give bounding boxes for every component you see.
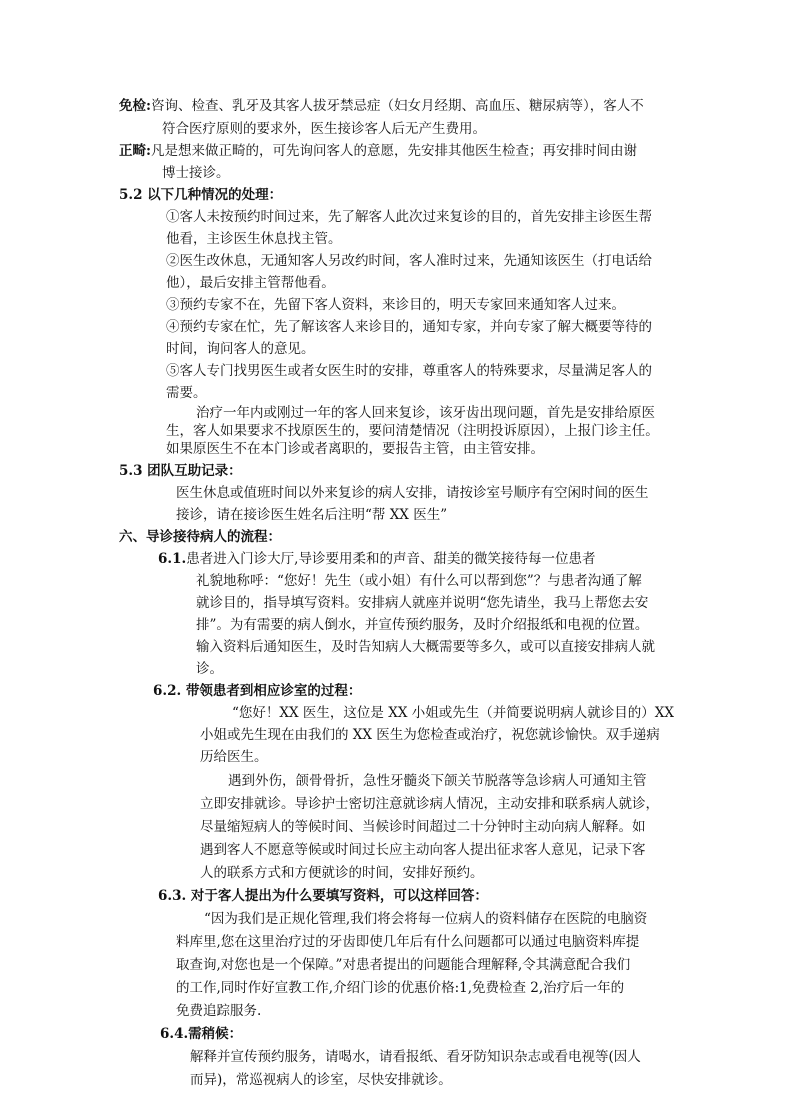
section-6-4-heading: 6.4.需稍候： — [160, 1026, 243, 1042]
mianjian-line-1 — [119, 97, 644, 115]
s64-line: 解释并宣传预约服务，请喝水，请看报纸、看牙防知识杂志或看电视等(因人 — [190, 1049, 641, 1065]
s61-line: 就诊目的，指导填写资料。安排病人就座并说明“您先请坐，我马上帮您去安 — [196, 595, 649, 611]
s52-line: ⑤客人专门找男医生或者女医生时的安排，尊重客人的特殊要求，尽量满足客人的 — [166, 363, 652, 379]
mianjian-text-1: 咨询、检查、乳牙及其客人拔牙禁忌症（妇女月经期、高血压、糖尿病等），客人不 — [150, 98, 644, 114]
s61-number: 6.1. — [158, 551, 187, 567]
zhengqi-text-2: 博士接诊。 — [162, 165, 230, 181]
section-6-heading: 六、导诊接待病人的流程： — [119, 529, 281, 545]
section-5-2-heading: 5.2 以下几种情况的处理： — [119, 187, 283, 203]
section-5-3-heading: 5.3 团队互助记录： — [119, 463, 242, 479]
s61-line: 诊。 — [196, 661, 223, 677]
s63-line: 料库里,您在这里治疗过的牙齿即使几年后有什么问题都可以通过电脑资料库提 — [176, 934, 640, 950]
section-6-2-heading: 6.2. 带领患者到相应诊室的过程： — [153, 683, 362, 699]
s52-line: 他），最后安排主管帮他看。 — [166, 275, 335, 291]
s52-line: ②医生改休息，无通知客人另改约时间，客人准时过来，先通知该医生（打电话给 — [166, 253, 652, 269]
zhengqi-text-1: 凡是想来做正畸的，可先询问客人的意愿，先安排其他医生检查；再安排时间由谢 — [150, 143, 637, 159]
s63-line: “因为我们是正规化管理,我们将会将每一位病人的资料储存在医院的电脑资 — [204, 911, 648, 927]
s52-paragraph-line: 如果原医生不在本门诊或者离职的，要报告主管，由主管安排。 — [166, 441, 544, 457]
s63-line: 免费追踪服务. — [176, 1003, 262, 1019]
s62-line: “您好！XX 医生，这位是 XX 小姐或先生（并简要说明病人就诊目的）XX — [232, 705, 674, 721]
s52-line: ③预约专家不在，先留下客人资料，来诊目的，明天专家回来通知客人过来。 — [166, 297, 625, 313]
s62-line: 遇到客人不愿意等候或时间过长应主动向客人提出征求客人意见，记录下客 — [200, 842, 646, 858]
s52-line: 他看，主诊医生休息找主管。 — [166, 231, 342, 247]
s62-line: 立即安排就诊。导诊护士密切注意就诊病人情况，主动安排和联系病人就诊， — [200, 796, 659, 812]
s62-line: 尽量缩短病人的等候时间、当候诊时间超过二十分钟时主动向病人解释。如 — [200, 819, 646, 835]
s62-line: 人的联系方式和方便就诊的时间，安排好预约。 — [200, 865, 484, 881]
s52-line: 时间，询问客人的意见。 — [166, 341, 315, 357]
s61-line: 礼貌地称呼：“您好！先生（或小姐）有什么可以帮到您”？与患者沟通了解 — [196, 573, 642, 589]
mianjian-text-2: 符合医疗原则的要求外，医生接诊客人后无产生费用。 — [162, 121, 486, 137]
s52-paragraph-line: 治疗一年内或刚过一年的客人回来复诊，该牙齿出现问题，首先是安排给原医 — [196, 405, 655, 421]
s64-line: 而异)，常巡视病人的诊室，尽快安排就诊。 — [190, 1072, 452, 1088]
s63-line: 的工作,同时作好宣教工作,介绍门诊的优惠价格:1,免费检查 2,治疗后一年的 — [176, 980, 625, 996]
s61-line-1 — [158, 550, 595, 568]
s62-line: 小姐或先生现在由我们的 XX 医生为您检查或治疗，祝您就诊愉快。双手递病 — [200, 727, 660, 743]
s53-line: 接诊，请在接诊医生姓名后注明“帮 XX 医生” — [176, 507, 448, 523]
s61-line: 输入资料后通知医生，及时告知病人大概需要等多久，或可以直接安排病人就 — [196, 639, 655, 655]
s52-paragraph-line: 生，客人如果要求不找原医生的，要问清楚情况（注明投诉原因），上报门诊主任。 — [166, 423, 659, 439]
s62-line: 遇到外伤，颌骨骨折，急性牙髓炎下颌关节脱落等急诊病人可通知主管 — [228, 773, 647, 789]
s52-line: 需要。 — [166, 385, 207, 401]
s52-line: ①客人未按预约时间过来，先了解客人此次过来复诊的目的，首先安排主诊医生帮 — [166, 209, 652, 225]
section-6-3-heading: 6.3. 对于客人提出为什么要填写资料，可以这样回答： — [158, 888, 488, 904]
s63-line: 取查询,对您也是一个保障。”对患者提出的问题能合理解释,令其满意配合我们 — [176, 957, 631, 973]
zhengqi-line-1 — [119, 142, 637, 160]
s52-line: ④预约专家在忙，先了解该客人来诊目的，通知专家，并向专家了解大概要等待的 — [166, 319, 652, 335]
s61-line: 排”。为有需要的病人倒水，并宣传预约服务，及时介绍报纸和电视的位置。 — [196, 617, 649, 633]
s61-text: 患者进入门诊大厅,导诊要用柔和的声音、甜美的微笑接待每一位患者 — [186, 551, 596, 567]
s62-line: 历给医生。 — [200, 749, 268, 765]
s53-line: 医生休息或值班时间以外来复诊的病人安排，请按诊室号顺序有空闲时间的医生 — [176, 485, 649, 501]
mianjian-label: 免检: — [119, 98, 151, 114]
zhengqi-label: 正畸: — [119, 143, 151, 159]
